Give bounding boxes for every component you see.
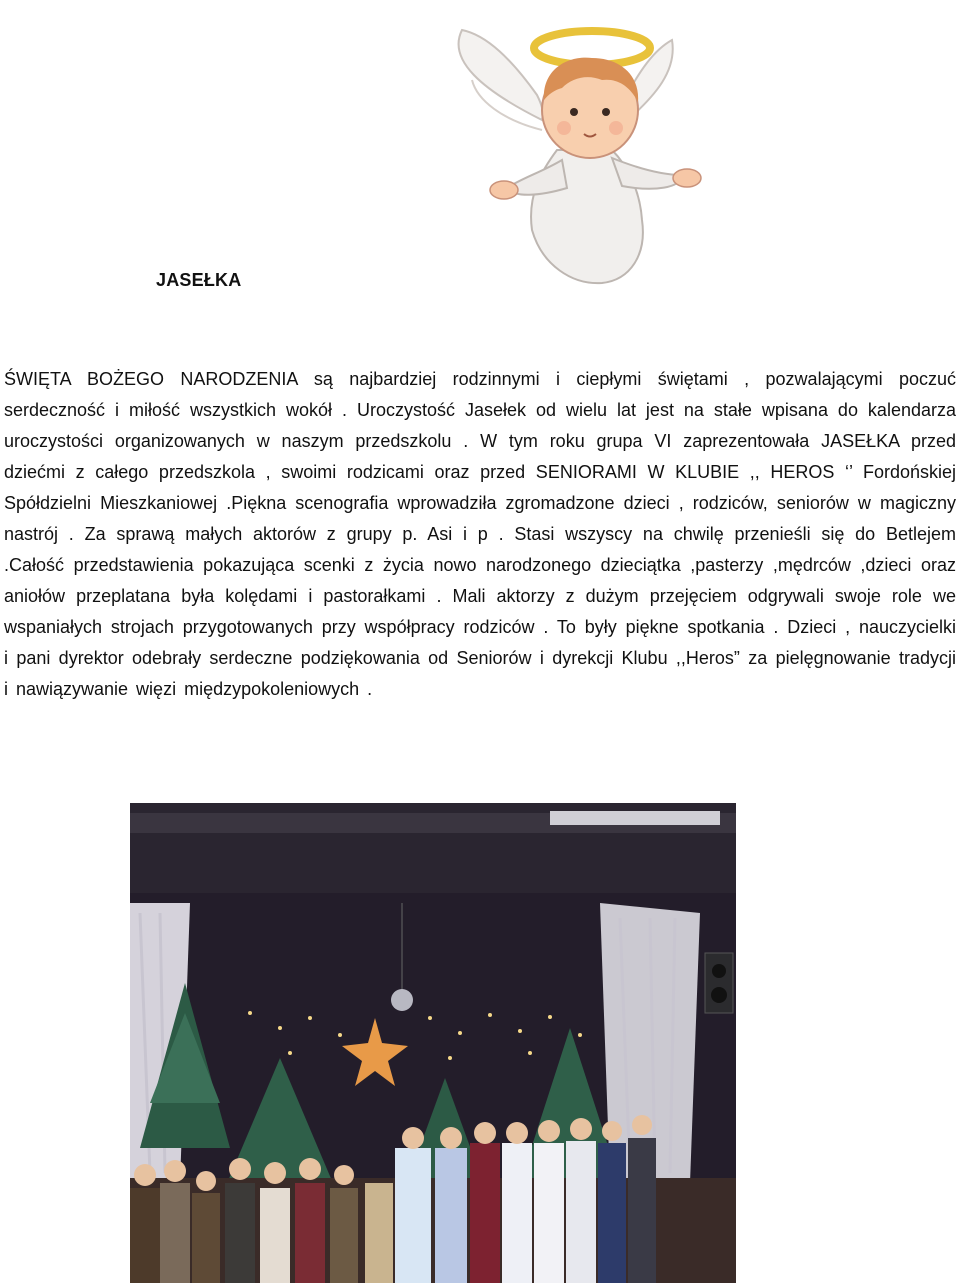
angel-illustration [392,0,744,290]
angel-left-hand [490,181,518,199]
article-paragraph: ŚWIĘTA BOŻEGO NARODZENIA są najbardziej rodzinnymi i ciepłymi świętami , pozwalającymi poczuć serdeczność i miłość wszystkich wokół . Uroczystość Jasełek od wielu lat jest na stałe wpisana do kalendarza uroczystości organizowanych w naszym przedszkolu . W tym roku grupa VI zaprezentowała JASEŁKA przed dziećmi z całego przedszkola , swoimi rodzicami oraz przed SENIORAMI W KLUBIE ,, HEROS ‘’ Fordońskiej Spółdzielni Mieszkaniowej .Piękna scenografia wprowadziła zgromadzone dzieci , rodziców, seniorów w magiczny nastrój . Za sprawą małych aktorów z grupy p. Asi i p . Stasi wszyscy na chwilę przenieśli się do Betlejem .Całość przedstawienia pokazująca scenki z życia nowo narodzonego dzieciątka ,pasterzy ,mędrców ,dzieci oraz aniołów przeplatana była kolędami i pastorałkami . Mali aktorzy z dużym przejęciem odgrywali swoje role we wspaniałych strojach przygotowanych przy współpracy rodziców . To były piękne spotkania . Dzieci , nauczycielki i pani dyrektor odebrały serdeczne podziękowania od Seniorów i dyrekcji Klubu ,,Heros” za pielęgnowanie tradycji i nawiązywanie więzi międzypokoleniowych . [4,369,956,699]
nativity-play-stage-photo [130,803,736,1283]
angel-right-sleeve [612,158,682,189]
disco-ball [391,989,413,1011]
angel-right-hand [673,169,701,187]
page-title: JASEŁKA [156,270,242,290]
speaker [705,953,733,1013]
projector-screen [550,811,720,825]
